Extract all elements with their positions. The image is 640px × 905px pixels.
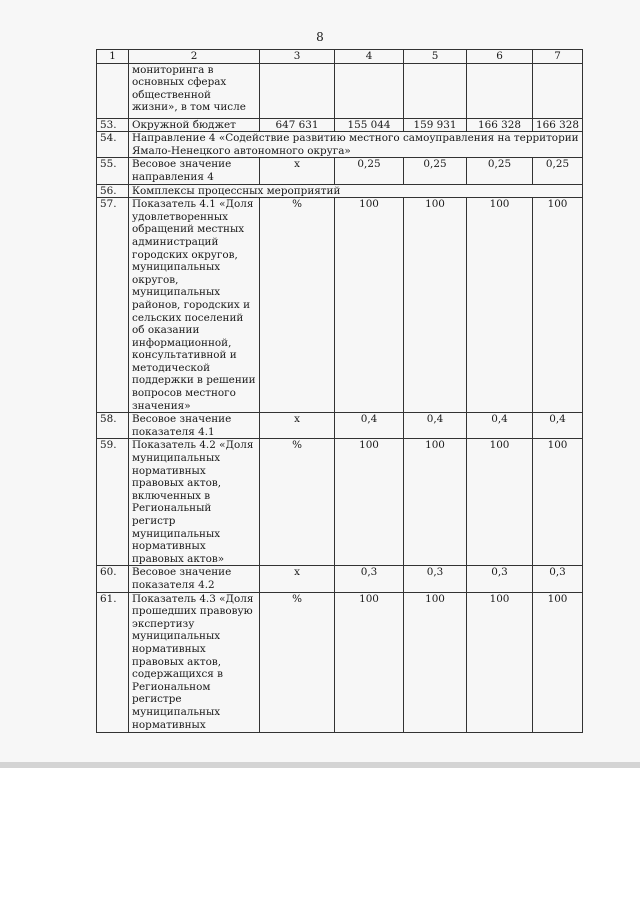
table-row (97, 566, 583, 592)
cell-col5: 0,4 (404, 413, 467, 439)
row-name: Комплексы процессных мероприятий (129, 184, 583, 198)
table-row (97, 184, 583, 198)
cell-col3: % (260, 439, 335, 566)
row-name: Весовое значение направления 4 (129, 158, 260, 184)
indicator-table (96, 49, 583, 733)
cell-col3: x (260, 158, 335, 184)
cell-col7: 0,25 (533, 158, 583, 184)
cell-col3 (260, 63, 335, 118)
cell-col4: 100 (335, 592, 404, 732)
row-number: 53. (97, 118, 129, 132)
cell-col5: 100 (404, 439, 467, 566)
column-header: 2 (129, 50, 260, 64)
cell-col4: 0,4 (335, 413, 404, 439)
cell-col3: % (260, 198, 335, 413)
row-number: 57. (97, 198, 129, 413)
cell-col3: % (260, 592, 335, 732)
cell-col7: 0,4 (533, 413, 583, 439)
cell-col4: 0,3 (335, 566, 404, 592)
cell-col7: 100 (533, 198, 583, 413)
row-name: Окружной бюджет (129, 118, 260, 132)
row-number: 61. (97, 592, 129, 732)
table-row (97, 198, 583, 413)
cell-col4: 100 (335, 439, 404, 566)
row-number: 54. (97, 132, 129, 158)
row-number: 55. (97, 158, 129, 184)
cell-col5 (404, 63, 467, 118)
cell-col5: 0,3 (404, 566, 467, 592)
cell-col7: 100 (533, 592, 583, 732)
scan-edge (0, 762, 640, 768)
row-name: Показатель 4.3 «Доля прошедших правовую экспертизу муниципальных нормативных правовых актов, содержащихся в Региональном регистре муниципальных нормативных (129, 592, 260, 732)
cell-col6: 100 (467, 592, 533, 732)
cell-col7: 100 (533, 439, 583, 566)
row-number (97, 63, 129, 118)
cell-col3: x (260, 413, 335, 439)
cell-col4: 155 044 (335, 118, 404, 132)
table-row (97, 439, 583, 566)
column-header: 1 (97, 50, 129, 64)
cell-col6: 100 (467, 198, 533, 413)
cell-col4: 0,25 (335, 158, 404, 184)
cell-col7: 0,3 (533, 566, 583, 592)
cell-col5: 0,25 (404, 158, 467, 184)
continuation-row (97, 63, 583, 118)
column-header: 7 (533, 50, 583, 64)
table-row (97, 158, 583, 184)
cell-col4 (335, 63, 404, 118)
row-name: Весовое значение показателя 4.2 (129, 566, 260, 592)
cell-col6: 0,4 (467, 413, 533, 439)
cell-col6: 166 328 (467, 118, 533, 132)
cell-col6 (467, 63, 533, 118)
row-number: 59. (97, 439, 129, 566)
row-name: Весовое значение показателя 4.1 (129, 413, 260, 439)
cell-col3: x (260, 566, 335, 592)
column-header: 3 (260, 50, 335, 64)
table-row (97, 592, 583, 732)
column-header: 4 (335, 50, 404, 64)
row-number: 60. (97, 566, 129, 592)
row-name: Показатель 4.1 «Доля удовлетворенных обращений местных администраций городских округов, муниципальных округов, муниципальных районов, городских и сельских поселений об оказании информационной, консультативной и методической поддержки в решении вопросов местного значения» (129, 198, 260, 413)
row-number: 56. (97, 184, 129, 198)
page-number: 8 (316, 30, 324, 44)
table-row (97, 132, 583, 158)
cell-col5: 100 (404, 198, 467, 413)
header-row (97, 50, 583, 64)
column-header: 6 (467, 50, 533, 64)
cell-col6: 0,3 (467, 566, 533, 592)
row-name: Направление 4 «Содействие развитию местного самоуправления на территории Ямало-Ненецкого автономного округа» (129, 132, 583, 158)
cell-col3: 647 631 (260, 118, 335, 132)
table-row (97, 118, 583, 132)
cell-col6: 100 (467, 439, 533, 566)
table-row (97, 413, 583, 439)
cell-col7 (533, 63, 583, 118)
cell-col7: 166 328 (533, 118, 583, 132)
cell-col6: 0,25 (467, 158, 533, 184)
column-header: 5 (404, 50, 467, 64)
row-name: Показатель 4.2 «Доля муниципальных нормативных правовых актов, включенных в Региональный регистр муниципальных нормативных правовых актов» (129, 439, 260, 566)
row-number: 58. (97, 413, 129, 439)
cell-col4: 100 (335, 198, 404, 413)
cell-col5: 100 (404, 592, 467, 732)
cell-col5: 159 931 (404, 118, 467, 132)
row-name: мониторинга в основных сферах общественной жизни», в том числе (129, 63, 260, 118)
